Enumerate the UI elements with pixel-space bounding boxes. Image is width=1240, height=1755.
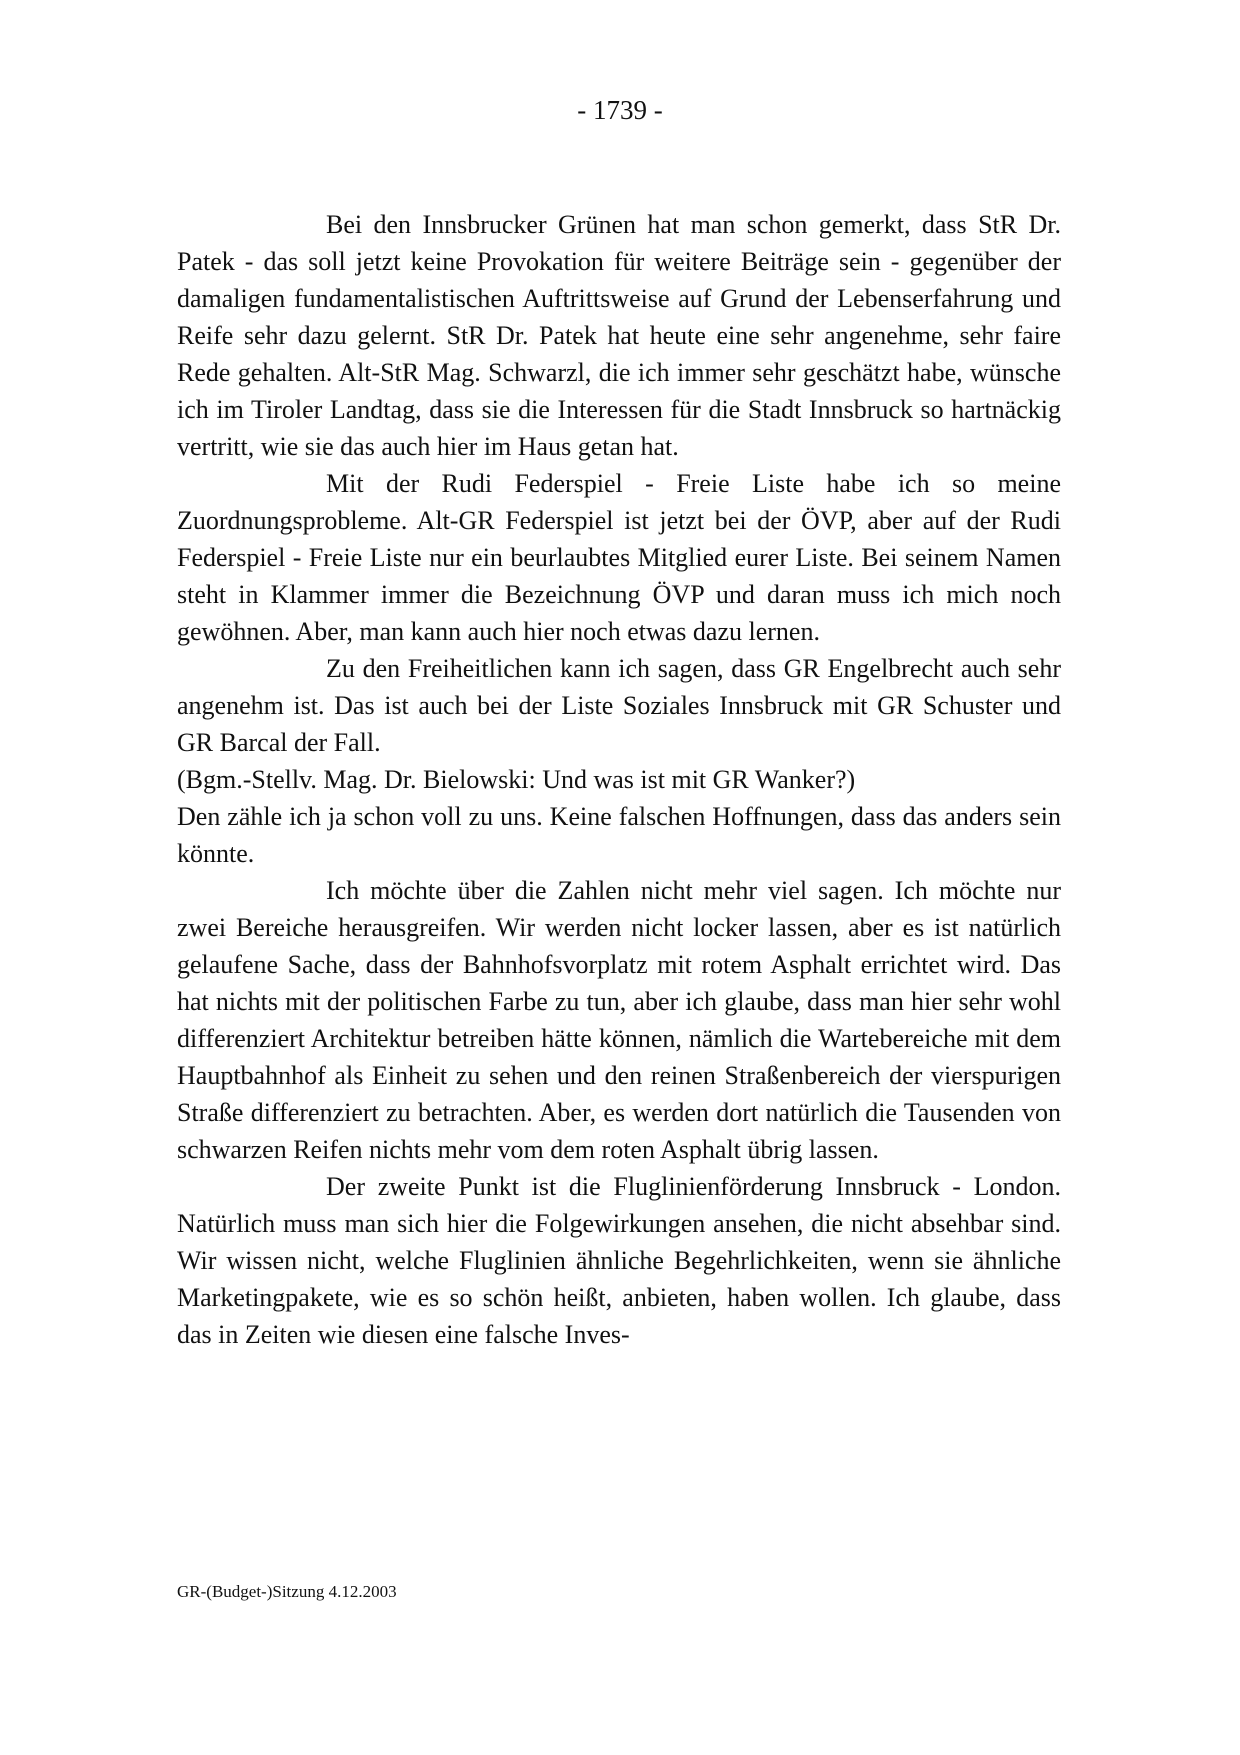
interjection: (Bgm.-Stellv. Mag. Dr. Bielowski: Und was ist mit GR Wanker?) [177,765,856,794]
document-body [177,206,1061,1353]
paragraph-response: Den zähle ich ja schon voll zu uns. Keine falschen Hoffnungen, dass das anders sein könnte. [177,802,1061,868]
footer-session-info: GR-(Budget-)Sitzung 4.12.2003 [177,1582,397,1601]
paragraph-fluglinie: Der zweite Punkt ist die Fluglinienförderung Innsbruck - London. Natürlich muss man sich hier die Folgewirkungen ansehen, die nicht absehbar sind. Wir wissen nicht, welche Fluglinien ähnliche Begehrlichkeiten, wenn sie ähnliche Marketingpakete, wie es so schön heißt, anbieten, haben wollen. Ich glaube, dass das in Zeiten wie diesen eine falsche Inves- [177,1172,1061,1349]
paragraph-freiheitliche: Zu den Freiheitlichen kann ich sagen, dass GR Engelbrecht auch sehr angenehm ist. Das ist auch bei der Liste Soziales Innsbruck mit GR Schuster und GR Barcal der Fall. [177,654,1061,757]
page-number: - 1739 - [577,95,663,125]
paragraph-federspiel: Mit der Rudi Federspiel - Freie Liste habe ich so meine Zuordnungsprobleme. Alt-GR Federspiel ist jetzt bei der ÖVP, aber auf der Rudi Federspiel - Freie Liste nur ein beurlaubtes Mitglied eurer Liste. Bei seinem Namen steht in Klammer immer die Bezeichnung ÖVP und daran muss ich mich noch gewöhnen. Aber, man kann auch hier noch etwas dazu lernen. [177,469,1061,646]
paragraph-gruene: Bei den Innsbrucker Grünen hat man schon gemerkt, dass StR Dr. Patek - das soll jetzt keine Provokation für weitere Beiträge sein - gegenüber der damaligen fundamentalistischen Auftrittsweise auf Grund der Lebenserfahrung und Reife sehr dazu gelernt. StR Dr. Patek hat heute eine sehr angenehme, sehr faire Rede gehalten. Alt-StR Mag. Schwarzl, die ich immer sehr geschätzt habe, wünsche ich im Tiroler Landtag, dass sie die Interessen für die Stadt Innsbruck so hartnäckig vertritt, wie sie das auch hier im Haus getan hat. [177,210,1061,461]
paragraph-bahnhofsvorplatz: Ich möchte über die Zahlen nicht mehr viel sagen. Ich möchte nur zwei Bereiche herausgreifen. Wir werden nicht locker lassen, aber es ist natürlich gelaufene Sache, dass der Bahnhofsvorplatz mit rotem Asphalt errichtet wird. Das hat nichts mit der politischen Farbe zu tun, aber ich glaube, dass man hier sehr wohl differenziert Architektur betreiben hätte können, nämlich die Wartebereiche mit dem Hauptbahnhof als Einheit zu sehen und den reinen Straßenbereich der vierspurigen Straße differenziert zu betrachten. Aber, es werden dort natürlich die Tausenden von schwarzen Reifen nichts mehr vom dem roten Asphalt übrig lassen. [177,876,1061,1164]
